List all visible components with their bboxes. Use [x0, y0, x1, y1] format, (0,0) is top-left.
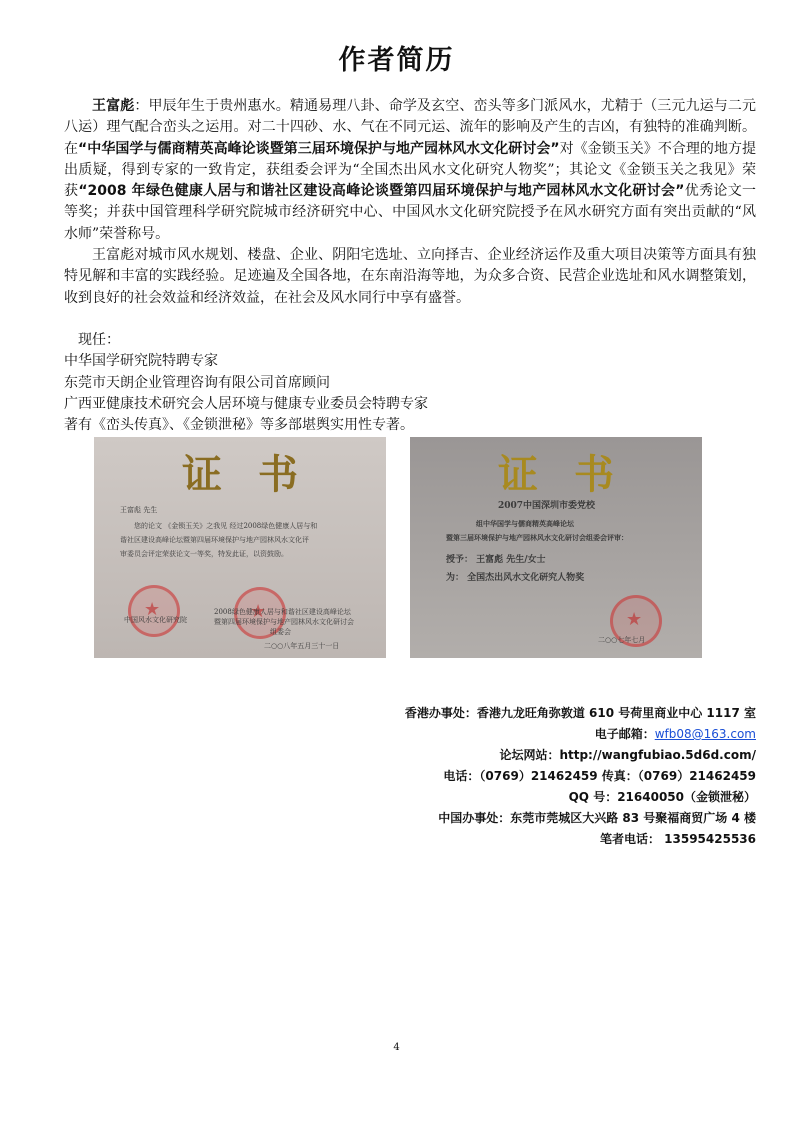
current-positions — [64, 330, 428, 436]
award-seminar-name: “2008 年绿色健康人居与和谐社区建设高峰论谈暨第四届环境保护与地产园林风水文化研讨会” — [78, 183, 685, 200]
hk-office: 香港办事处：香港九龙旺角弥敦道 610 号荷里商业中心 1117 室 — [404, 706, 756, 720]
email-line: 电子邮箱：wfb08@163.com — [594, 727, 756, 741]
bio-paragraph-1: 王富彪：甲辰年生于贵州惠水。精通易理八卦、命学及玄空、峦头等多门派风水，尤精于（三元九运与二元八运）理气配合峦头之运用。对二十四砂、水、气在不同元运、流年的影响及产生的吉凶，有独特的准确判断。在“中华国学与儒商精英高峰论谈暨第三届环境保护与地产园林风水文化研讨会”对《金锁玉关》不合理的地方提出质疑，得到专家的一致肯定，获组委会评为“全国杰出风水文化研究人物奖”；其论文《金锁玉关之我见》荣获“2008 年绿色健康人居与和谐社区建设高峰论谈暨第四届环境保护与地产园林风水文化研讨会”优秀论文一等奖；并获中国管理科学研究院城市经济研究中心、中国风水文化研究院授予在风水研究方面有突出贡献的“风水师”荣誉称号。 — [64, 98, 757, 242]
bio-paragraph-2: 王富彪对城市风水规划、楼盘、企业、阴阳宅选址、立向择吉、企业经济运作及重大项目决策等方面具有独特见解和丰富的实践经验。足迹遍及全国各地，在东南沿海等地，为众多合资、民营企业选址和风水调整策划，收到良好的社会效益和经济效益，在社会及风水同行中享有盛誉。 — [64, 247, 756, 306]
current-heading: 现任： — [78, 332, 120, 348]
page-number: 4 — [393, 1042, 400, 1053]
author-phone: 笔者电话： 13595425536 — [599, 832, 756, 846]
certificate-image-research-award: 证书 2007中国深圳市委党校 组中华国学与儒商精英高峰论坛 暨第三届环境保护与地产园林风水文化研讨会组委会评审： 授予： 王富彪 先生/女士 为： 全国杰出风水文化研究人物奖 ★ 二○○七年七月 — [410, 437, 702, 658]
contact-block — [405, 703, 756, 850]
author-name: 王富彪 — [92, 98, 135, 114]
certificate-title: 证书 — [182, 451, 334, 498]
china-office: 中国办事处：东莞市莞城区大兴路 83 号聚福商贸广场 4 楼 — [438, 811, 756, 825]
phone-fax: 电话：（0769）21462459 传真：（0769）21462459 — [443, 769, 756, 783]
position-item: 东莞市天朗企业管理咨询有限公司首席顾问 — [64, 374, 330, 391]
qq-number: QQ 号：21640050（金锁泄秘） — [568, 790, 756, 804]
page-title: 作者简历 — [338, 45, 455, 76]
red-seal-icon — [128, 585, 180, 637]
certificate-title: 证书 — [498, 451, 650, 498]
email-link[interactable]: wfb08@163.com — [654, 727, 756, 741]
forum-website: 论坛网站：http://wangfubiao.5d6d.com/ — [499, 748, 756, 762]
publications-item: 著有《峦头传真》、《金锁泄秘》等多部堪舆实用性专著。 — [64, 417, 414, 434]
position-item: 广西亚健康技术研究会人居环境与健康专业委员会特聘专家 — [64, 395, 428, 412]
seminar-name: “中华国学与儒商精英高峰论谈暨第三届环境保护与地产园林风水文化研讨会” — [78, 140, 560, 157]
position-item: 中华国学研究院特聘专家 — [64, 353, 218, 370]
certificate-image-paper-award: 证书 王富彪 先生 您的论文 《金锁玉关》之我见 经过2008绿色健康人居与和 谐社区建设高峰论坛暨第四届环境保护与地产园林风水文化评 审委员会评定荣获论文一等奖，特发此证，以资鼓励。 ★ ★ 中国风水文化研究院 2008绿色健康人居与和谐社区建设高峰论坛 暨第四届环境保护与地产园林风水文化研讨会 组委会 二○○八年五月三十一日 — [94, 437, 386, 658]
